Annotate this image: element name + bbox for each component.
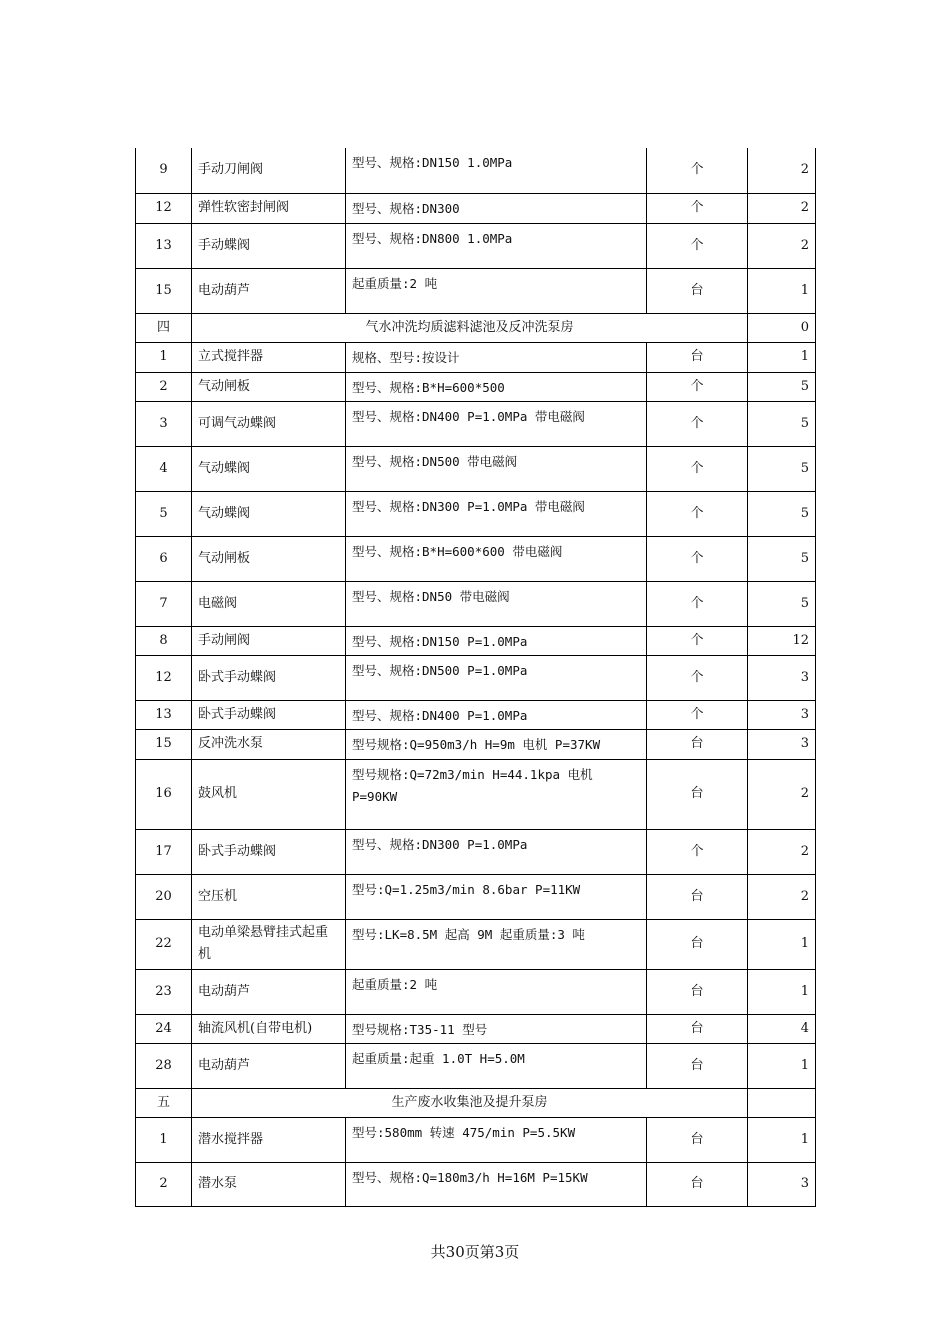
cell-unit: 台 [647,1117,748,1162]
cell-qty: 2 [748,829,816,874]
table-row [136,1117,816,1162]
cell-spec: 型号、规格:DN300 P=1.0MPa 带电磁阀 [346,491,647,536]
cell-name: 卧式手动蝶阀 [192,655,346,700]
table-row [136,401,816,446]
cell-spec: 型号、规格:DN300 P=1.0MPa [346,829,647,874]
cell-spec: 型号规格:T35-11 型号 [346,1014,647,1043]
table-row [136,193,816,223]
cell-no: 12 [136,193,192,223]
cell-qty [748,1088,816,1117]
cell-spec: 型号:580mm 转速 475/min P=5.5KW [346,1117,647,1162]
cell-no: 4 [136,446,192,491]
cell-name: 电动葫芦 [192,1043,346,1088]
cell-name: 可调气动蝶阀 [192,401,346,446]
cell-unit: 个 [647,148,748,193]
cell-spec: 型号、规格:Q=180m3/h H=16M P=15KW [346,1162,647,1206]
cell-name: 手动闸阀 [192,626,346,655]
cell-no: 13 [136,700,192,729]
cell-spec: 型号、规格:DN400 P=1.0MPa [346,700,647,729]
cell-qty: 3 [748,729,816,759]
cell-unit: 个 [647,626,748,655]
cell-no: 23 [136,969,192,1014]
cell-no: 6 [136,536,192,581]
cell-qty: 5 [748,491,816,536]
cell-unit: 个 [647,700,748,729]
cell-no: 15 [136,268,192,313]
table-row [136,581,816,626]
cell-no: 12 [136,655,192,700]
cell-qty: 12 [748,626,816,655]
table-row [136,342,816,372]
cell-no: 28 [136,1043,192,1088]
cell-qty: 2 [748,148,816,193]
table-row [136,729,816,759]
cell-qty: 5 [748,372,816,401]
table-row [136,148,816,193]
cell-name: 电动葫芦 [192,268,346,313]
cell-no: 22 [136,919,192,969]
cell-no: 20 [136,874,192,919]
cell-no: 13 [136,223,192,268]
table-row [136,759,816,829]
table-row [136,1162,816,1206]
cell-no: 五 [136,1088,192,1117]
cell-no: 16 [136,759,192,829]
cell-unit: 个 [647,536,748,581]
table-row [136,491,816,536]
table-row [136,223,816,268]
cell-qty: 1 [748,1043,816,1088]
table-row [136,700,816,729]
cell-no: 7 [136,581,192,626]
cell-name: 气动闸板 [192,372,346,401]
cell-name: 鼓风机 [192,759,346,829]
table-row [136,536,816,581]
cell-unit: 台 [647,874,748,919]
cell-name: 卧式手动蝶阀 [192,829,346,874]
cell-name: 电动葫芦 [192,969,346,1014]
cell-unit: 个 [647,372,748,401]
cell-spec: 型号、规格:DN150 1.0MPa [346,148,647,193]
cell-no: 9 [136,148,192,193]
cell-unit: 台 [647,268,748,313]
section-title: 气水冲洗均质滤料滤池及反冲洗泵房 [192,313,748,342]
cell-spec: 型号、规格:B*H=600*600 带电磁阀 [346,536,647,581]
cell-unit: 个 [647,446,748,491]
cell-spec: 型号、规格:DN150 P=1.0MPa [346,626,647,655]
cell-no: 四 [136,313,192,342]
cell-spec: 型号规格:Q=72m3/min H=44.1kpa 电机 P=90KW [346,759,647,829]
cell-no: 24 [136,1014,192,1043]
cell-unit: 个 [647,223,748,268]
cell-qty: 5 [748,581,816,626]
cell-unit: 个 [647,655,748,700]
cell-name: 潜水搅拌器 [192,1117,346,1162]
cell-name: 轴流风机(自带电机) [192,1014,346,1043]
cell-spec: 起重质量:2 吨 [346,268,647,313]
cell-unit: 台 [647,759,748,829]
cell-unit: 台 [647,969,748,1014]
cell-qty: 3 [748,700,816,729]
cell-unit: 台 [647,1043,748,1088]
cell-qty: 5 [748,536,816,581]
cell-name: 手动刀闸阀 [192,148,346,193]
table-row [136,268,816,313]
table-row [136,372,816,401]
cell-spec: 型号、规格:DN50 带电磁阀 [346,581,647,626]
cell-spec: 型号规格:Q=950m3/h H=9m 电机 P=37KW [346,729,647,759]
cell-name: 手动蝶阀 [192,223,346,268]
cell-unit: 个 [647,581,748,626]
table-row [136,829,816,874]
cell-spec: 型号、规格:DN300 [346,193,647,223]
cell-unit: 台 [647,919,748,969]
cell-qty: 4 [748,1014,816,1043]
cell-no: 2 [136,1162,192,1206]
section-row [136,313,816,342]
table-row [136,655,816,700]
cell-name: 电动单梁悬臂挂式起重机 [192,919,346,969]
cell-name: 气动蝶阀 [192,446,346,491]
cell-qty: 2 [748,223,816,268]
cell-no: 1 [136,1117,192,1162]
cell-spec: 型号:LK=8.5M 起高 9M 起重质量:3 吨 [346,919,647,969]
cell-name: 气动闸板 [192,536,346,581]
cell-spec: 型号、规格:DN800 1.0MPa [346,223,647,268]
cell-spec: 起重质量:2 吨 [346,969,647,1014]
cell-name: 电磁阀 [192,581,346,626]
cell-unit: 台 [647,342,748,372]
cell-spec: 型号、规格:DN400 P=1.0MPa 带电磁阀 [346,401,647,446]
cell-unit: 台 [647,729,748,759]
cell-no: 1 [136,342,192,372]
cell-qty: 1 [748,342,816,372]
cell-unit: 个 [647,829,748,874]
cell-qty: 1 [748,268,816,313]
cell-qty: 1 [748,1117,816,1162]
cell-unit: 台 [647,1014,748,1043]
cell-name: 立式搅拌器 [192,342,346,372]
table-row [136,1043,816,1088]
cell-spec: 型号、规格:DN500 P=1.0MPa [346,655,647,700]
cell-name: 气动蝶阀 [192,491,346,536]
section-row [136,1088,816,1117]
cell-unit: 台 [647,1162,748,1206]
table-row [136,446,816,491]
cell-name: 弹性软密封闸阀 [192,193,346,223]
cell-no: 15 [136,729,192,759]
cell-spec: 规格、型号:按设计 [346,342,647,372]
cell-qty: 1 [748,919,816,969]
page-footer: 共30页第3页 [430,1243,520,1261]
table-row [136,626,816,655]
cell-qty: 2 [748,759,816,829]
cell-spec: 型号、规格:B*H=600*500 [346,372,647,401]
cell-unit: 个 [647,491,748,536]
cell-no: 5 [136,491,192,536]
cell-name: 反冲洗水泵 [192,729,346,759]
table-row [136,1014,816,1043]
cell-qty: 3 [748,1162,816,1206]
cell-unit: 个 [647,401,748,446]
table-row [136,874,816,919]
cell-qty: 0 [748,313,816,342]
cell-spec: 型号、规格:DN500 带电磁阀 [346,446,647,491]
cell-no: 2 [136,372,192,401]
cell-qty: 5 [748,446,816,491]
equipment-table [135,148,816,1207]
table-row [136,969,816,1014]
cell-qty: 2 [748,874,816,919]
cell-name: 潜水泵 [192,1162,346,1206]
cell-no: 8 [136,626,192,655]
cell-qty: 1 [748,969,816,1014]
cell-name: 卧式手动蝶阀 [192,700,346,729]
table-row [136,919,816,969]
cell-no: 17 [136,829,192,874]
cell-qty: 3 [748,655,816,700]
cell-unit: 个 [647,193,748,223]
cell-no: 3 [136,401,192,446]
section-title: 生产废水收集池及提升泵房 [192,1088,748,1117]
cell-spec: 型号:Q=1.25m3/min 8.6bar P=11KW [346,874,647,919]
cell-name: 空压机 [192,874,346,919]
equipment-table-body [136,148,816,1206]
cell-spec: 起重质量:起重 1.0T H=5.0M [346,1043,647,1088]
cell-qty: 2 [748,193,816,223]
cell-qty: 5 [748,401,816,446]
